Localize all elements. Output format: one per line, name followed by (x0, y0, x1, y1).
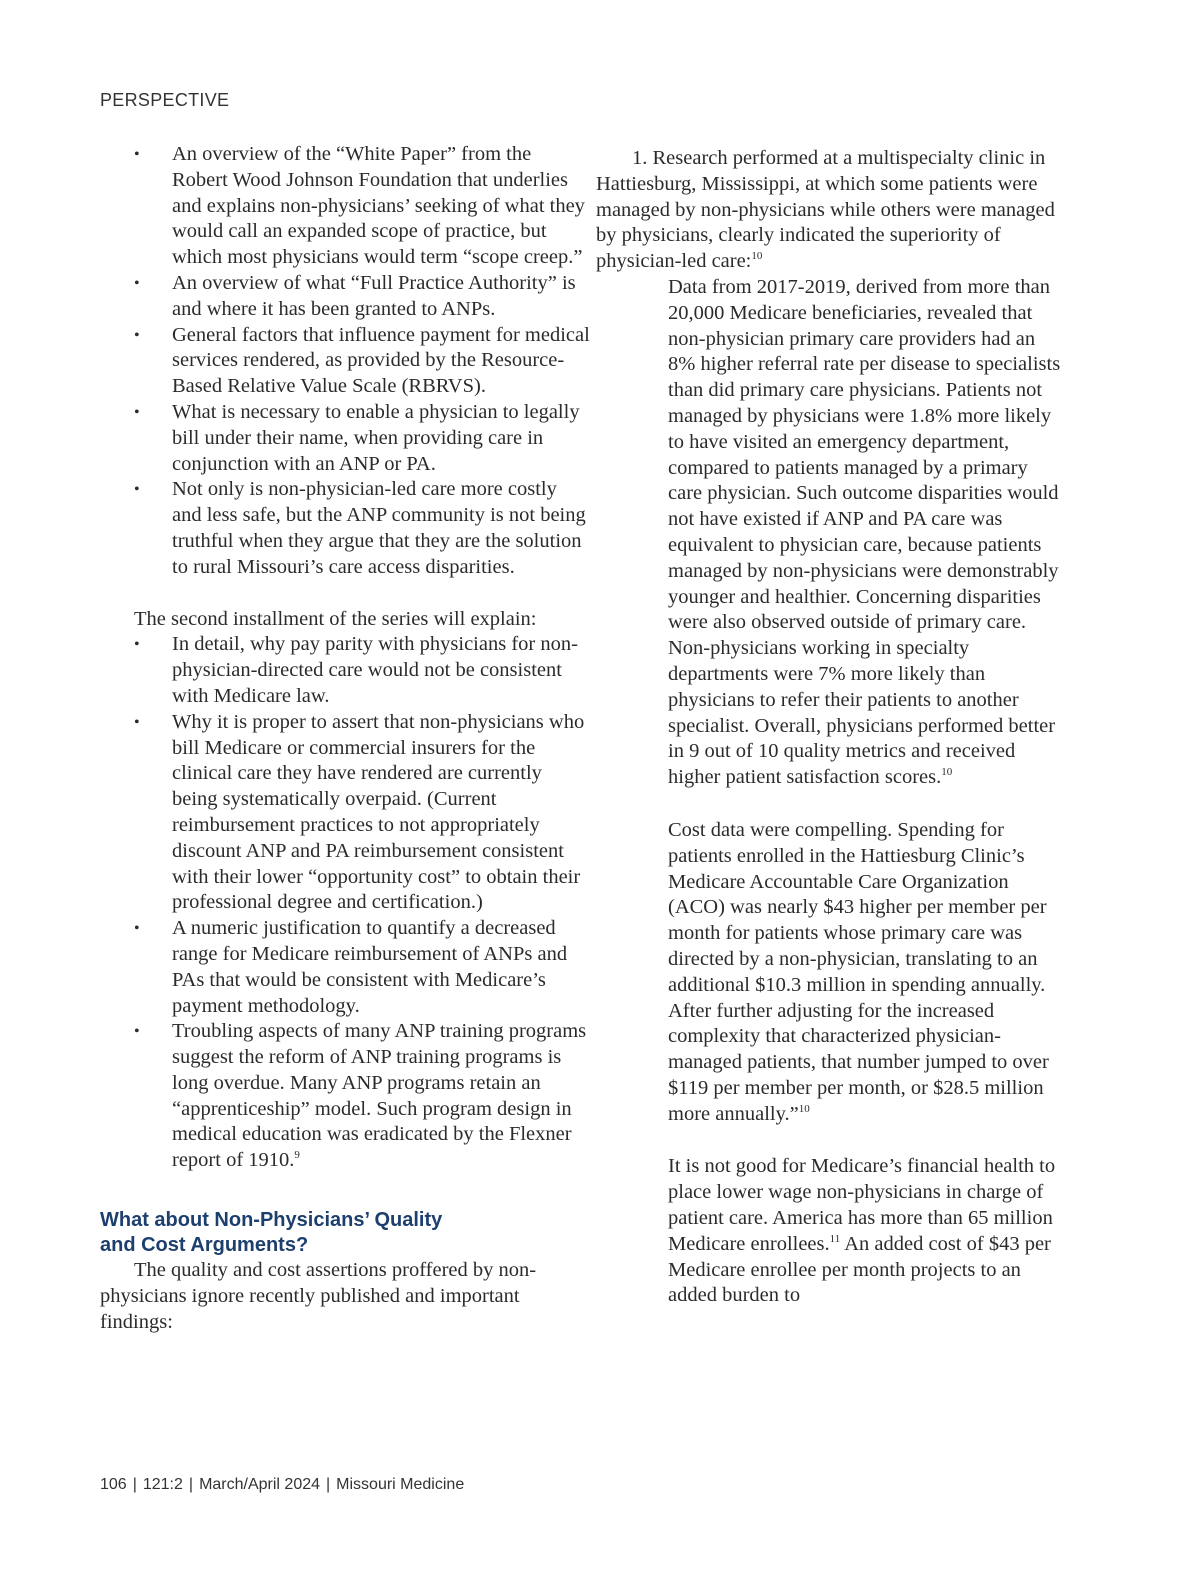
bullet-icon: • (134, 713, 140, 731)
reference-superscript: 9 (294, 1149, 300, 1162)
bullet-icon: • (134, 326, 140, 344)
page-number: 106 (100, 1476, 127, 1493)
block-quote-financial: It is not good for Medicare’s financial health to place lower wage non-physicians in charge of patient care. America has more than 65 million Medicare enrollees.$^{11}$ An added cost of $43 per Medicare enrollee per month projects to an added burden to (668, 1155, 1056, 1307)
list-item: • A numeric justification to quantify a decreased range for Medicare reimbursement of ANPs and PAs that would be consistent with Medicare’s payment methodology. (134, 917, 568, 1017)
block-quote-cost: Cost data were compelling. Spending for patients enrolled in the Hattiesburg Clinic’s Medicare Accountable Care Organization (ACO) was nearly $43 higher per member per month for patients whose primary care was directed by a non-physician, translating to an additional $10.3 million in spending annually. After further adjusting for the increased complexity that characterized physician-managed patients, that number jumped to over $119 per member per month, or $28.5 million more annually.”$^{10}$ (668, 818, 1049, 1125)
bullet-list-first (100, 142, 590, 581)
bullet-icon: • (134, 636, 140, 654)
heading-line-2: and Cost Arguments? (100, 1234, 309, 1257)
page-footer (100, 1476, 464, 1494)
closing-paragraph: The quality and cost assertions proffered by non-physicians ignore recently published and important findings: (100, 1259, 537, 1333)
volume-issue: 121:2 (142, 1476, 183, 1493)
bullet-icon: • (134, 481, 140, 499)
right-column (596, 146, 1066, 1309)
list-item: • An overview of what “Full Practice Authority” is and where it has been granted to ANPs. (134, 271, 576, 320)
second-installment-intro: The second installment of the series will explain: (134, 607, 537, 630)
list-item: • General factors that influence payment for medical services rendered, as provided by the Resource-Based Relative Value Scale (RBRVS). (134, 323, 590, 398)
section-heading (100, 1196, 590, 1258)
list-item: • In detail, why pay parity with physicians for non-physician-directed care would not be consistent with Medicare law. (134, 633, 578, 707)
bullet-list-second (100, 632, 590, 1174)
list-item: • What is necessary to enable a physician to legally bill under their name, when providing care in conjunction with an ANP or PA. (134, 400, 580, 475)
bullet-icon: • (134, 920, 140, 938)
left-column (100, 142, 590, 1335)
research-item-1: 1. Research performed at a multispecialty clinic in Hattiesburg, Mississippi, at which some patients were managed by non-physicians while others were managed by physicians, clearly indicated the superiority of physician-led care:$^{10}$ (596, 147, 1055, 273)
list-item: • Troubling aspects of many ANP training programs suggest the reform of ANP training programs is long overdue. Many ANP programs retain an “apprenticeship” model. Such program design in medical education was eradicated by the Flexner report of 1910.$^9$ (134, 1020, 587, 1172)
list-item: • Not only is non-physician-led care more costly and less safe, but the ANP community is not being truthful when they argue that they are the solution to rural Missouri’s care access disparities. (134, 478, 586, 578)
footer-separator: | (132, 1476, 137, 1493)
list-item: • An overview of the “White Paper” from the Robert Wood Johnson Foundation that underlies and explains non-physicians’ seeking of what they would call an expanded scope of practice, but which most physicians would term “scope creep.” (134, 143, 585, 269)
reference-superscript: 10 (751, 250, 763, 263)
bullet-icon: • (134, 146, 140, 163)
reference-superscript: 10 (941, 766, 953, 779)
bullet-icon: • (134, 1023, 140, 1041)
footer-separator: | (188, 1476, 194, 1493)
block-quote-quality: Data from 2017-2019, derived from more than 20,000 Medicare beneficiaries, revealed that non-physician primary care providers had an 8% higher referral rate per disease to specialists than did primary care physicians. Patients not managed by physicians were 1.8% more likely to have visited an emergency department, compared to patients managed by a primary care physician. Such outcome disparities would not have existed if ANP and PA care was equivalent to physician care, because patients managed by non-physicians were demonstrably younger and healthier. Concerning disparities were also observed outside of primary care. Non-physicians working in specialty departments were 7% more likely than physicians to refer their patients to another specialist. Overall, physicians performed better in 9 out of 10 quality metrics and received higher patient satisfaction scores.$^{10}$ (668, 275, 1061, 789)
issue-date: March/April 2024 (199, 1476, 321, 1493)
heading-line-1: What about Non-Physicians’ Quality (100, 1209, 443, 1232)
bullet-icon: • (134, 274, 140, 292)
journal-name: Missouri Medicine (336, 1476, 465, 1493)
footer-separator: | (326, 1476, 331, 1493)
bullet-icon: • (134, 403, 140, 421)
section-label: PERSPECTIVE (100, 90, 230, 110)
reference-superscript: 11 (829, 1232, 841, 1245)
list-item: • Why it is proper to assert that non-physicians who bill Medicare or commercial insurers for the clinical care they have rendered are currently being systematically overpaid. (Current reimbursement practices to not appropriately discount ANP and PA reimbursement consistent with their lower “opportunity cost” to obtain their professional degree and certification.) (134, 710, 585, 914)
reference-superscript: 10 (798, 1102, 810, 1115)
